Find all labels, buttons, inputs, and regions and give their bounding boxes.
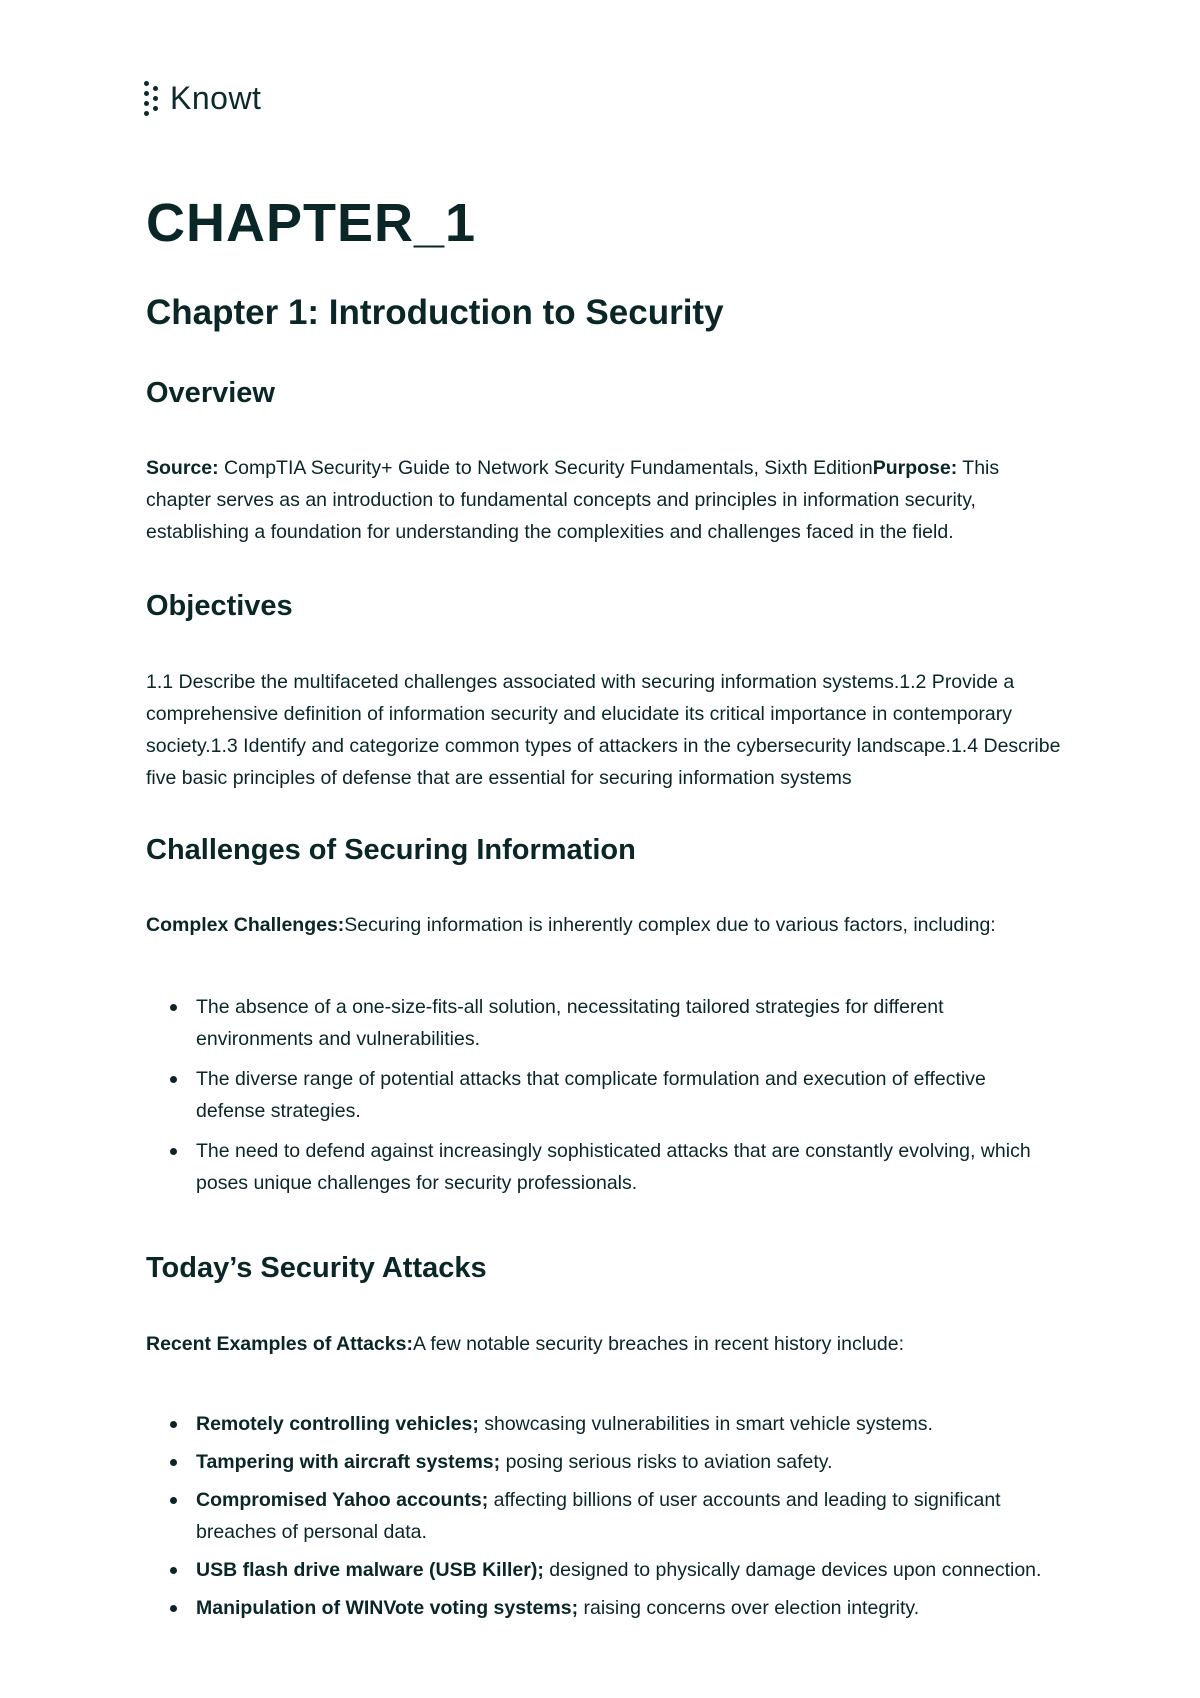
list-item: Tampering with aircraft systems; posing serious risks to aviation safety. [146,1446,1046,1478]
objectives-paragraph: 1.1 Describe the multifaceted challenges associated with securing information systems.1.2 Provide a comprehensive definition of information security and elucidate its critical importance in contemporary society.1.3 Identify and categorize common types of attackers in the cybersecurity landscape.1.4 Describe five basic principles of defense that are essential for securing information systems [146,671,1061,789]
challenges-intro [146,909,1066,941]
list-item: Remotely controlling vehicles; showcasing vulnerabilities in smart vehicle systems. [146,1408,1046,1440]
source-text: CompTIA Security+ Guide to Network Security Fundamentals, Sixth Edition [218,457,873,479]
challenges-heading: Challenges of Securing Information [146,834,636,866]
challenges-intro-text: Securing information is inherently complex due to various factors, including: [344,914,996,936]
logo-text: Knowt [170,80,262,116]
list-item: The need to defend against increasingly sophisticated attacks that are constantly evolving, which poses unique challenges for security professionals. [146,1135,1046,1199]
chapter-heading: Chapter 1: Introduction to Security [146,293,724,332]
attacks-intro-label: Recent Examples of Attacks: [146,1333,413,1355]
list-item: Manipulation of WINVote voting systems; raising concerns over election integrity. [146,1592,1046,1624]
knowt-dots-icon [144,81,162,117]
list-item: USB flash drive malware (USB Killer); designed to physically damage devices upon connection. [146,1554,1046,1586]
challenges-intro-label: Complex Challenges: [146,914,345,936]
list-item: The diverse range of potential attacks that complicate formulation and execution of effective defense strategies. [146,1063,1046,1127]
overview-heading: Overview [146,377,275,409]
attacks-intro [146,1328,1066,1360]
source-label: Source: [146,457,219,479]
attacks-heading: Today’s Security Attacks [146,1252,487,1284]
attacks-list [146,1408,1046,1624]
knowt-logo [144,80,261,117]
list-item: Compromised Yahoo accounts; affecting billions of user accounts and leading to significant breaches of personal data. [146,1484,1046,1548]
purpose-text: This chapter serves as an introduction to fundamental concepts and principles in information security, establishing a foundation for understanding the complexities and challenges faced in the field. [146,457,1000,543]
attacks-intro-text: A few notable security breaches in recent history include: [412,1333,904,1355]
objectives-heading: Objectives [146,590,293,622]
list-item: The absence of a one-size-fits-all solution, necessitating tailored strategies for different environments and vulnerabilities. [146,991,1046,1055]
document-title: CHAPTER_1 [146,193,477,253]
challenges-list [146,991,1046,1199]
overview-paragraph [146,452,1066,548]
purpose-label: Purpose: [872,457,958,479]
